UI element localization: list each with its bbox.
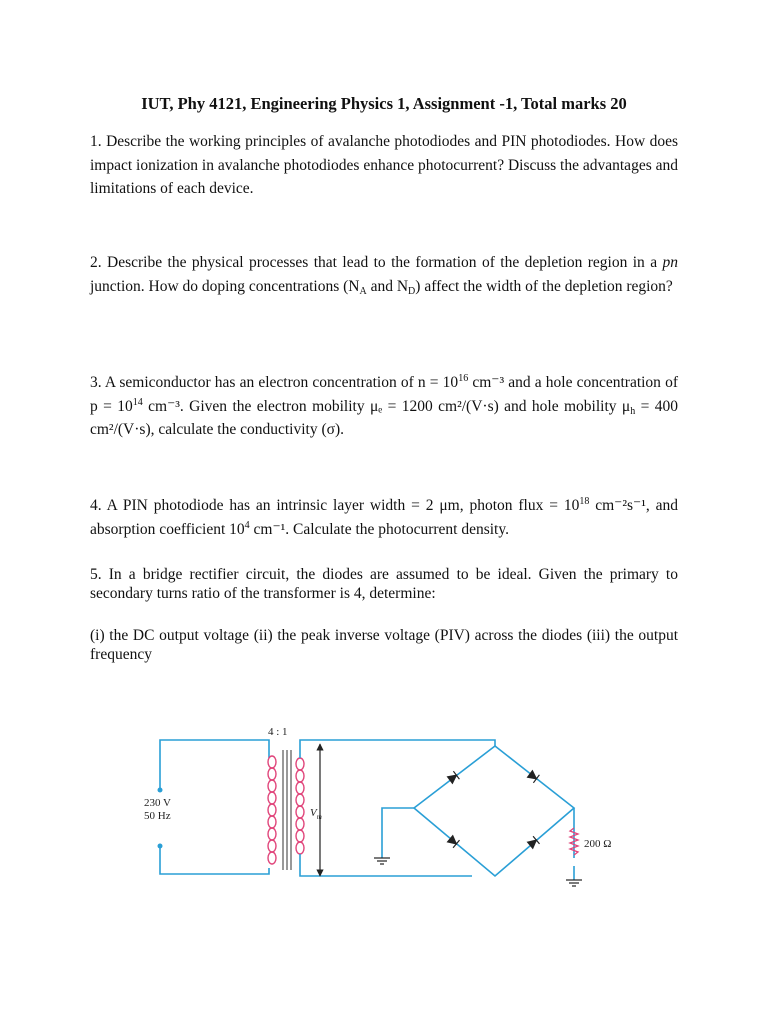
question-3-text-d: = 400 cm²/(V·s), calculate the conductivity (σ). <box>90 397 678 438</box>
question-3-text-b: cm⁻³ and a hole concentration of p = 10 <box>90 374 678 415</box>
bridge-outline <box>414 746 574 876</box>
secondary-wire-top <box>300 740 495 758</box>
question-2-italic: pn <box>662 254 678 271</box>
bridge-rectifier-diagram <box>84 718 644 896</box>
ground-lead-left <box>382 808 414 858</box>
question-5 <box>90 565 678 603</box>
question-5-parts <box>90 626 678 664</box>
question-2-text-a: 2. Describe the physical processes that lead to the formation of the depletion region in a <box>90 254 663 271</box>
vm-label-main: V <box>310 807 317 819</box>
turns-ratio-label: 4 : 1 <box>268 726 288 738</box>
question-4-text-a: 4. A PIN photodiode has an intrinsic layer width = 2 μm, photon flux = 10 <box>90 497 580 514</box>
question-4-text-c: cm⁻¹. Calculate the photocurrent density. <box>249 520 509 538</box>
load-resistance-label: 200 Ω <box>584 838 612 850</box>
primary-coil <box>268 756 276 864</box>
transformer-core <box>283 750 291 870</box>
question-5-parts-text: (i) the DC output voltage (ii) the peak inverse voltage (PIV) across the diodes (iii) the output frequency <box>90 627 678 663</box>
primary-wire-bottom <box>160 846 269 874</box>
source-frequency-label: 50 Hz <box>144 810 171 822</box>
question-3 <box>90 371 678 442</box>
question-5-text: 5. In a bridge rectifier circuit, the diodes are assumed to be ideal. Given the primary to secondary turns ratio of the transformer is 4, determine: <box>90 566 678 602</box>
question-3-sup-1: 16 <box>458 373 469 384</box>
primary-circuit <box>158 740 270 874</box>
source-voltage-label: 230 V <box>144 797 171 809</box>
question-3-sup-2: 14 <box>132 396 143 408</box>
question-1 <box>90 130 678 201</box>
question-4 <box>90 494 678 541</box>
vm-label-sub: m <box>316 813 322 821</box>
question-2-text-c: and N <box>366 277 409 295</box>
question-4-sup-2: 4 <box>244 519 250 531</box>
load-resistor <box>570 828 578 855</box>
secondary-coil <box>296 758 304 854</box>
question-2 <box>90 251 678 298</box>
primary-wire-top <box>160 740 269 790</box>
bridge-diodes <box>382 746 574 880</box>
question-4-text-b: cm⁻²s⁻¹, and absorption coefficient 10 <box>90 497 678 538</box>
question-2-sub-d: D <box>408 285 416 297</box>
question-2-text-b: junction. How do doping concentrations (N <box>90 277 360 295</box>
source-terminal-bottom <box>158 844 163 849</box>
question-4-sup-1: 18 <box>579 496 590 507</box>
secondary-wire-bottom <box>300 854 472 876</box>
ground-symbol-left <box>374 858 390 864</box>
question-2-sub-a: A <box>359 285 367 297</box>
question-1-text: 1. Describe the working principles of avalanche photodiodes and PIN photodiodes. How does impact ionization in avalanche photodiodes enhance photocurrent? Discuss the advantages and limitations of each device. <box>90 133 678 197</box>
question-3-text-c: cm⁻³. Given the electron mobility μₑ = 1200 cm²/(V·s) and hole mobility μ <box>142 397 631 415</box>
source-terminal-top <box>158 788 163 793</box>
question-3-text-a: 3. A semiconductor has an electron concentration of n = 10 <box>90 374 459 391</box>
question-2-text-d: ) affect the width of the depletion region? <box>415 277 673 295</box>
assignment-title: IUT, Phy 4121, Engineering Physics 1, Assignment -1, Total marks 20 <box>141 94 627 113</box>
ground-symbol-right <box>566 880 582 886</box>
diode-symbols <box>447 770 540 849</box>
question-3-sub-h: h <box>630 405 636 417</box>
